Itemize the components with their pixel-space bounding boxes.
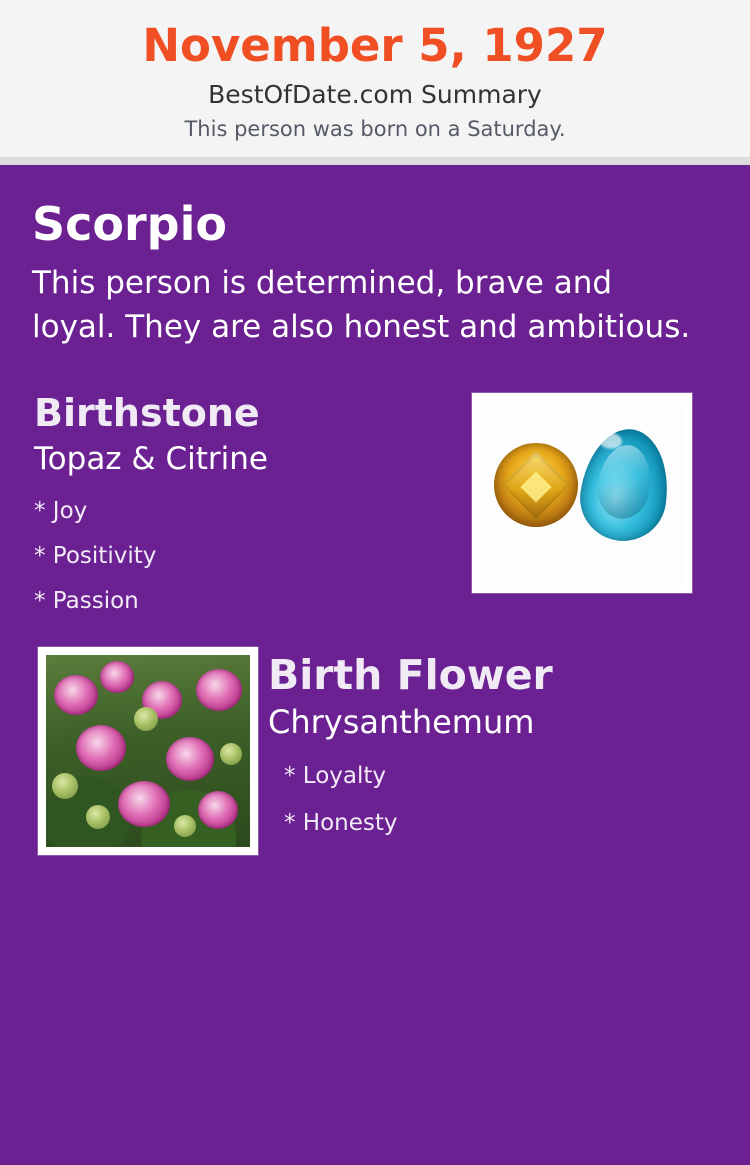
birthstone-title: Birthstone — [34, 391, 260, 436]
birthstone-trait: * Passion — [34, 588, 139, 615]
page-header — [0, 0, 750, 157]
birth-flower-trait: * Honesty — [284, 809, 398, 836]
birth-flower-title: Birth Flower — [268, 651, 553, 700]
site-summary-label: BestOfDate.com Summary — [208, 80, 542, 110]
citrine-gem-icon — [494, 443, 578, 527]
birthstone-trait: * Positivity — [34, 543, 157, 570]
zodiac-description: This person is determined, brave and loyal. They are also honest and ambitious. — [32, 265, 691, 346]
birth-flower-image — [38, 647, 258, 855]
zodiac-sign-title: Scorpio — [32, 196, 227, 251]
birth-flower-trait: * Loyalty — [284, 762, 387, 789]
birthstone-trait: * Joy — [34, 498, 88, 525]
birth-flower-text — [268, 647, 750, 834]
birthstone-image — [472, 393, 692, 593]
birth-flower-section — [0, 647, 750, 867]
weekday-note: This person was born on a Saturday. — [184, 116, 566, 141]
birth-flower-photo-canvas — [46, 655, 250, 847]
birthstone-section — [0, 393, 750, 613]
header-divider — [0, 157, 750, 165]
birthstone-name: Topaz & Citrine — [34, 441, 268, 478]
topaz-gem-icon — [575, 424, 676, 547]
summary-panel — [0, 165, 750, 1165]
birth-flower-name: Chrysanthemum — [268, 702, 535, 741]
birthstone-photo-canvas — [480, 401, 684, 585]
page-title: November 5, 1927 — [142, 19, 608, 72]
birthstone-text — [34, 393, 464, 613]
